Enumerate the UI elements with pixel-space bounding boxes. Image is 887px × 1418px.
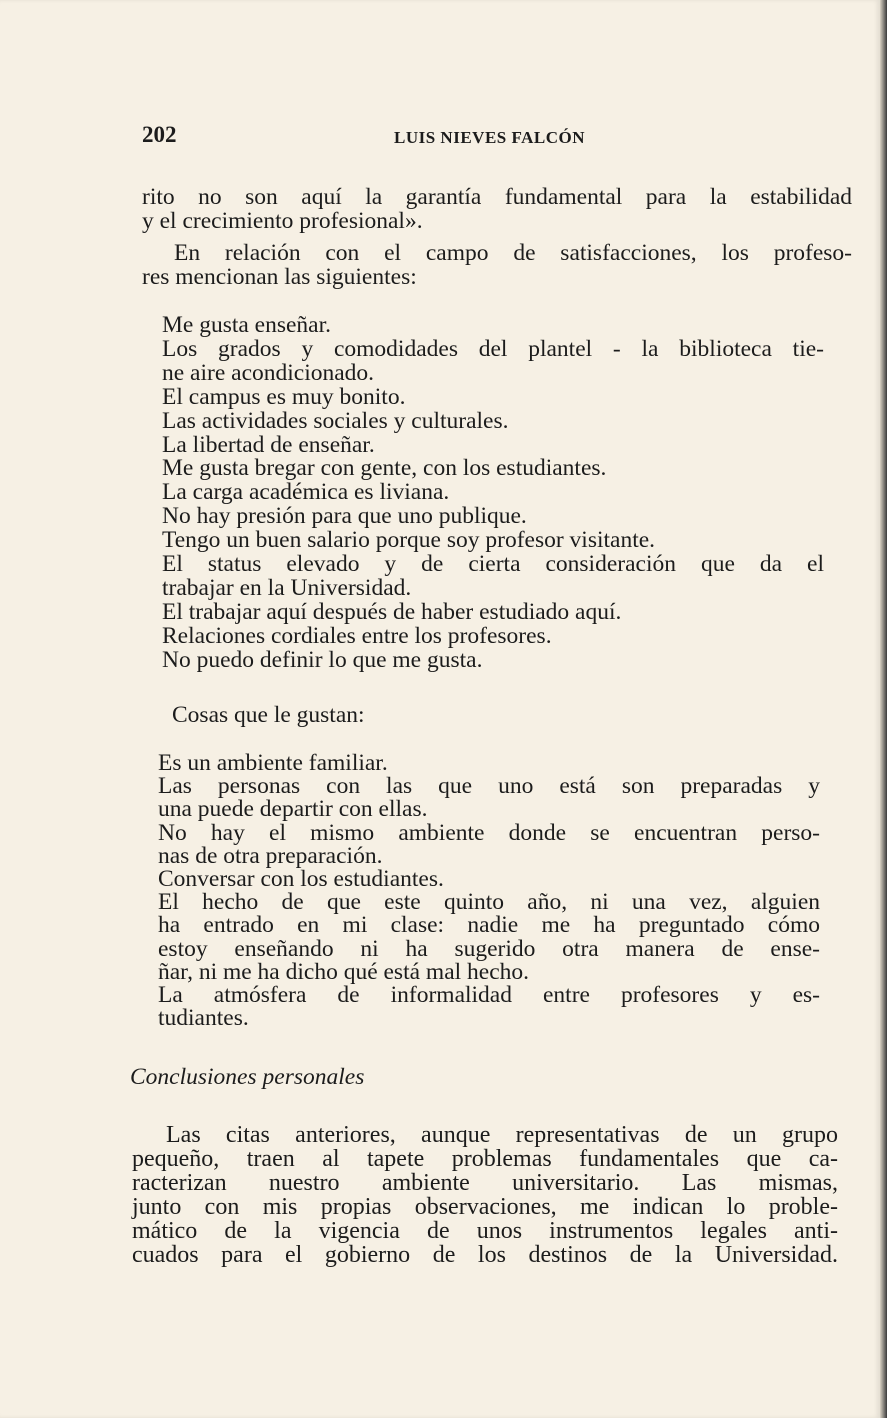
text-line: ñar, ni me ha dicho qué está mal hecho.: [158, 958, 530, 985]
text-line: No hay presión para que uno publique.: [162, 503, 527, 530]
list-item: [158, 868, 820, 891]
list-item: [162, 598, 824, 625]
text-line: No puedo definir lo que me gusta.: [162, 646, 483, 673]
list-item: [158, 819, 820, 869]
list-item: [162, 314, 824, 338]
list-item: [158, 752, 820, 775]
text-line: Las actividades sociales y culturales.: [162, 407, 509, 434]
text-line: mático de la vigencia de unos instrumentos legales anti-: [132, 1217, 838, 1244]
list-item: [162, 529, 824, 553]
text-line: trabajar en la Universidad.: [162, 574, 412, 601]
list-item: [162, 335, 824, 386]
list-item: [162, 431, 824, 458]
text-line: La carga académica es liviana.: [162, 479, 450, 506]
text-line: y el crecimiento profesional».: [142, 207, 423, 234]
text-line: Los grados y comodidades del plantel - la biblioteca tie-: [162, 335, 824, 362]
running-head: LUIS NIEVES FALCÓN: [394, 128, 586, 147]
text-line: Me gusta bregar con gente, con los estudiantes.: [162, 455, 607, 482]
text-line: Tengo un buen salario porque soy profesor visitante.: [162, 527, 656, 554]
paragraph-conclusions: [132, 1124, 838, 1267]
text-line: rito no son aquí la garantía fundamental para la estabilidad: [142, 184, 852, 210]
text-line: La libertad de enseñar.: [162, 431, 375, 458]
likes-list: [158, 752, 820, 1030]
paragraph-continuation: [142, 186, 852, 233]
text-line: tudiantes.: [158, 1005, 249, 1032]
page-header: [142, 122, 842, 156]
list-item: [162, 383, 824, 410]
text-line: pequeño, traen al tapete problemas fundamentales que ca-: [132, 1145, 838, 1172]
list-item: [162, 646, 824, 673]
text-line: estoy enseñando ni ha sugerido otra manera de ense-: [158, 935, 820, 962]
text-line: El trabajar aquí después de haber estudiado aquí.: [162, 598, 622, 625]
text-line: El status elevado y de cierta consideración que da el: [162, 551, 824, 578]
satisfactions-list: [162, 314, 824, 673]
text-line: ne aire acondicionado.: [162, 359, 375, 386]
list-item: [158, 984, 820, 1030]
list-item: [162, 407, 824, 434]
text-line: nas de otra preparación.: [158, 842, 383, 869]
list-item: [162, 481, 824, 505]
text-line: El hecho de que este quinto año, ni una vez, alguien: [158, 889, 820, 916]
text-line: En relación con el campo de satisfacciones, los profeso-: [174, 240, 852, 266]
paragraph-satisfactions-intro: [142, 242, 852, 289]
section-title: Conclusiones personales: [130, 1064, 365, 1090]
text-line: Las citas anteriores, aunque representativas de un grupo: [166, 1122, 838, 1148]
text-line: ha entrado en mi clase: nadie me ha preguntado cómo: [158, 912, 820, 939]
list-item: [162, 505, 824, 529]
list-item: [162, 622, 824, 649]
text-line: res mencionan las siguientes:: [142, 263, 417, 290]
page-number: 202: [142, 122, 177, 147]
text-line: El campus es muy bonito.: [162, 383, 406, 410]
text-line: Conversar con los estudiantes.: [158, 866, 444, 893]
list-item: [162, 553, 824, 601]
text-line: junto con mis propias observaciones, me indican lo proble-: [132, 1193, 838, 1220]
text-line: Las personas con las que uno está son preparadas y: [158, 773, 820, 800]
likes-heading: Cosas que le gustan:: [172, 702, 365, 728]
text-line: racterizan nuestro ambiente universitario. Las mismas,: [132, 1169, 838, 1196]
text-line: La atmósfera de informalidad entre profesores y es-: [158, 982, 820, 1009]
text-line: cuados para el gobierno de los destinos de la Universidad.: [132, 1241, 838, 1268]
page-edge: [880, 0, 887, 1418]
list-item: [158, 891, 820, 984]
text-line: una puede departir con ellas.: [158, 796, 428, 823]
text-line: No hay el mismo ambiente donde se encuentran perso-: [158, 819, 820, 846]
text-line: Me gusta enseñar.: [162, 312, 332, 338]
text-line: Es un ambiente familiar.: [158, 750, 388, 776]
list-item: [158, 775, 820, 821]
list-item: [162, 457, 824, 481]
text-line: Relaciones cordiales entre los profesores.: [162, 622, 552, 649]
